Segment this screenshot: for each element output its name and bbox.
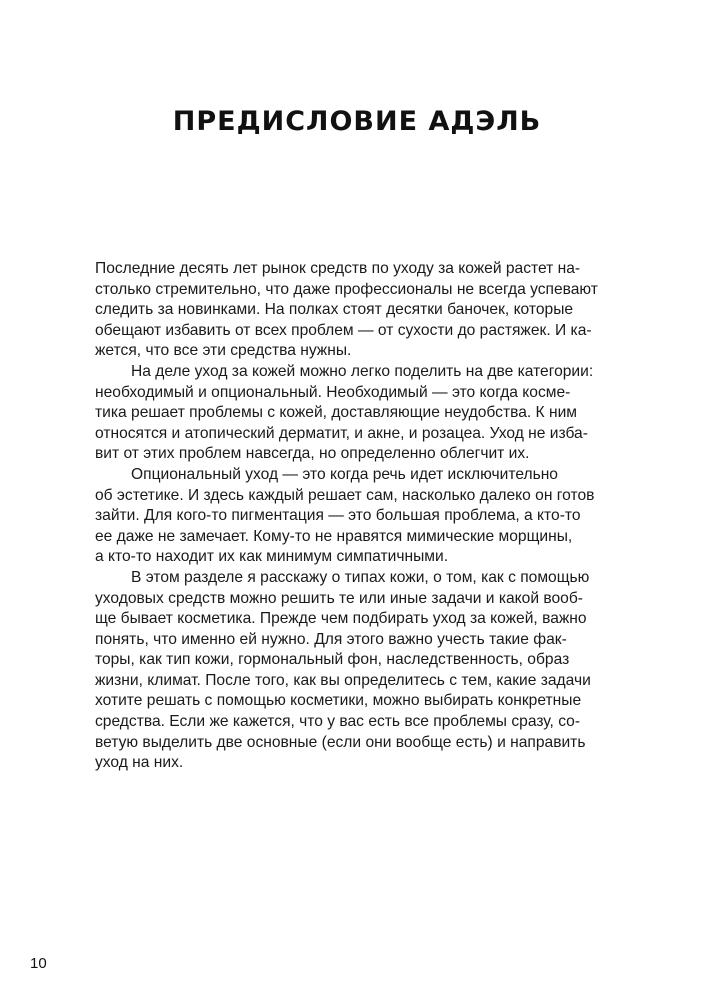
text-line: средства. Если же кажется, что у вас есть все проблемы сразу, со- bbox=[95, 713, 581, 731]
text-line: об эстетике. И здесь каждый решает сам, насколько далеко он готов bbox=[95, 486, 595, 504]
paragraph-4 bbox=[95, 568, 640, 774]
text-line: а кто-то находит их как минимум симпатичными. bbox=[95, 548, 449, 566]
chapter-body bbox=[95, 259, 640, 774]
text-line: ее даже не замечает. Кому-то не нравятся мимические морщины, bbox=[95, 527, 573, 545]
text-line: относятся и атопический дерматит, и акне, и розацеа. Уход не изба- bbox=[95, 424, 588, 442]
text-line: В этом разделе я расскажу о типах кожи, о том, как с помощью bbox=[131, 568, 590, 586]
page-number: 10 bbox=[30, 955, 47, 972]
text-line: жизни, климат. После того, как вы определитесь с тем, какие задачи bbox=[95, 671, 591, 689]
text-line: столько стремительно, что даже профессионалы не всегда успевают bbox=[95, 280, 598, 298]
text-line: обещают избавить от всех проблем — от сухости до растяжек. И ка- bbox=[95, 321, 592, 339]
text-line: понять, что именно ей нужно. Для этого важно учесть такие фак- bbox=[95, 630, 567, 648]
paragraph-3 bbox=[95, 465, 640, 568]
text-line: Опциональный уход — это когда речь идет исключительно bbox=[131, 465, 558, 483]
text-line: На деле уход за кожей можно легко поделить на две категории: bbox=[131, 362, 594, 380]
text-line: торы, как тип кожи, гормональный фон, наследственность, образ bbox=[95, 651, 570, 669]
text-line: зайти. Для кого-то пигментация — это большая проблема, а кто-то bbox=[95, 507, 581, 525]
text-line: вит от этих проблем навсегда, но определенно облегчит их. bbox=[95, 445, 530, 463]
text-line: необходимый и опциональный. Необходимый — это когда космe- bbox=[95, 383, 571, 401]
text-line: уходовых средств можно решить те или иные задачи и какой вооб- bbox=[95, 589, 583, 607]
text-line: уход на них. bbox=[95, 754, 184, 772]
text-line: следить за новинками. На полках стоят десятки баночек, которые bbox=[95, 301, 574, 319]
text-line: ветую выделить две основные (если они вообще есть) и направить bbox=[95, 733, 586, 751]
paragraph-2 bbox=[95, 362, 640, 465]
chapter-title: ПРЕДИСЛОВИЕ АДЭЛЬ bbox=[172, 106, 542, 137]
text-line: тика решает проблемы с кожей, доставляющие неудобства. К ним bbox=[95, 404, 578, 422]
text-line: ще бывает косметика. Прежде чем подбирать уход за кожей, важно bbox=[95, 610, 587, 628]
paragraph-1 bbox=[95, 259, 640, 362]
text-line: Последние десять лет рынок средств по уходу за кожей растет на- bbox=[95, 260, 581, 277]
text-line: жется, что все эти средства нужны. bbox=[95, 342, 352, 360]
text-line: хотите решать с помощью косметики, можно выбирать конкретные bbox=[95, 692, 582, 710]
